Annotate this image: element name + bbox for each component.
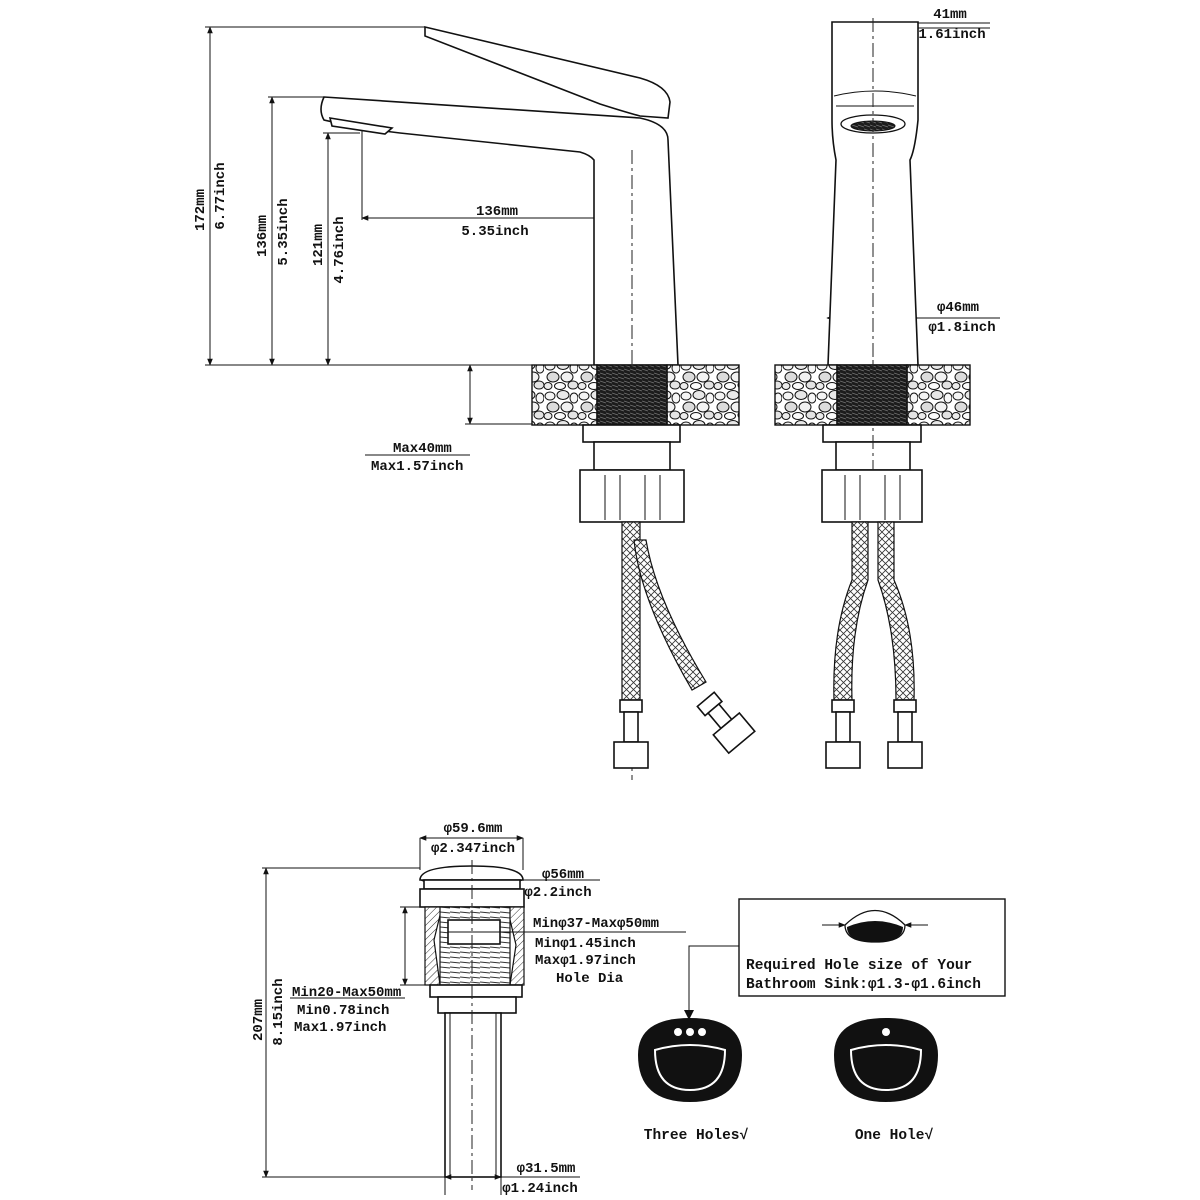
sink-three-holes xyxy=(638,1018,749,1144)
height-spout-top-inch: 5.35inch xyxy=(276,198,292,266)
deck-max-mm: Max40mm xyxy=(393,441,452,457)
drain-height-inch: 8.15inch xyxy=(271,978,287,1046)
sink-one-hole xyxy=(834,1018,938,1144)
height-outlet-inch: 4.76inch xyxy=(332,216,348,284)
tail-diameter-inch: φ1.24inch xyxy=(502,1181,578,1197)
hole-dia-min: Minφ1.45inch xyxy=(535,936,636,952)
hole-dia-caption: Hole Dia xyxy=(556,971,624,987)
one-hole-label: One Hole√ xyxy=(854,1128,934,1144)
deck-max-inch: Max1.57inch xyxy=(371,459,464,475)
faucet-front-view xyxy=(775,7,1000,768)
flange-diameter-mm: φ56mm xyxy=(541,867,585,883)
hole-size-note xyxy=(684,899,1005,1020)
hole-note-line2: Bathroom Sink:φ1.3-φ1.6inch xyxy=(746,977,981,993)
height-total-inch: 6.77inch xyxy=(213,162,229,230)
thickness-range: Min20-Max50mm xyxy=(292,985,402,1001)
cap-diameter-inch: φ2.347inch xyxy=(430,841,516,857)
reach-inch: 5.35inch xyxy=(461,224,529,240)
tail-diameter-mm: φ31.5mm xyxy=(516,1161,576,1177)
thickness-max: Max1.97inch xyxy=(294,1020,387,1036)
hole-note-line1: Required Hole size of Your xyxy=(746,958,973,974)
hole-dia-range: Minφ37-Maxφ50mm xyxy=(533,916,660,932)
spout-width-inch: 1.61inch xyxy=(918,27,986,43)
reach-mm: 136mm xyxy=(475,204,519,220)
pop-up-drain xyxy=(251,821,686,1197)
flange-diameter-inch: φ2.2inch xyxy=(524,885,592,901)
height-spout-top-mm: 136mm xyxy=(255,214,271,258)
base-diameter-inch: φ1.8inch xyxy=(928,320,996,336)
cap-diameter-mm: φ59.6mm xyxy=(443,821,503,837)
faucet-side-view xyxy=(193,27,755,780)
drain-height-mm: 207mm xyxy=(251,998,267,1042)
height-outlet-mm: 121mm xyxy=(311,223,327,267)
thickness-min: Min0.78inch xyxy=(297,1003,390,1019)
hole-dia-max: Maxφ1.97inch xyxy=(535,953,636,969)
base-diameter-mm: φ46mm xyxy=(936,300,980,316)
height-total-mm: 172mm xyxy=(193,188,209,232)
faucet-lever xyxy=(425,27,670,118)
spout-width-mm: 41mm xyxy=(933,7,967,23)
three-holes-label: Three Holes√ xyxy=(643,1128,749,1144)
